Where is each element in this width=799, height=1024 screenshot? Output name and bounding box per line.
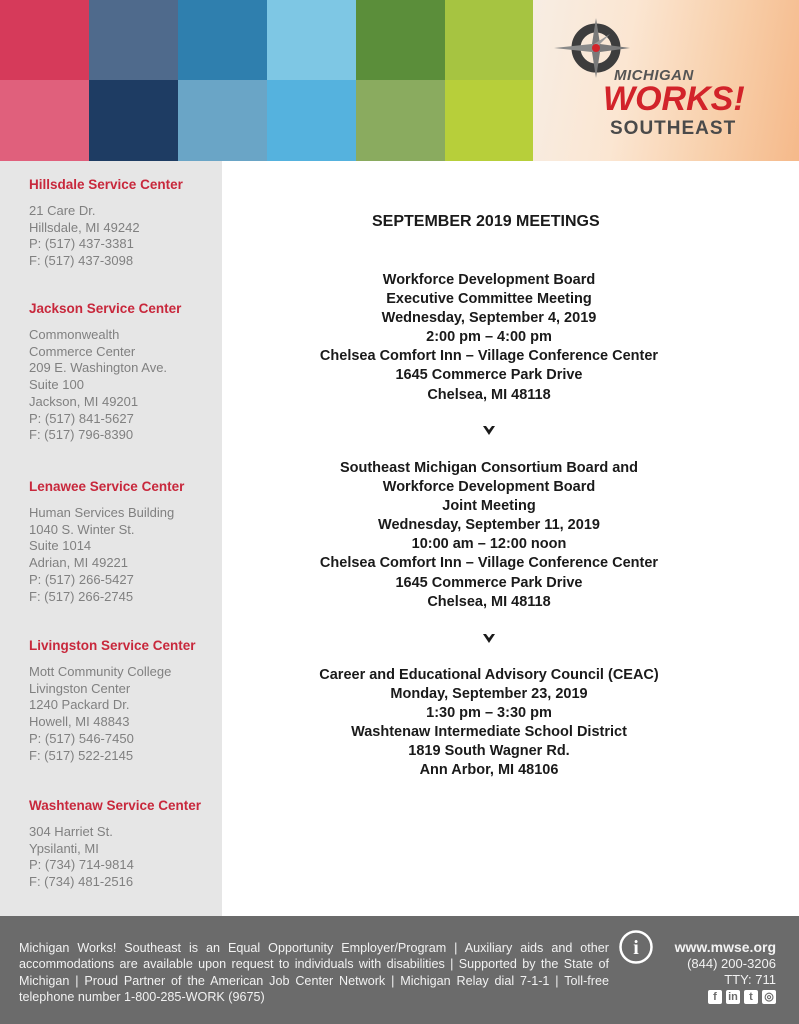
footer bbox=[0, 916, 799, 1024]
center-line: 1240 Packard Dr. bbox=[29, 697, 130, 713]
tty-number: TTY: 711 bbox=[724, 972, 776, 987]
info-icon bbox=[618, 929, 654, 965]
page-title: SEPTEMBER 2019 MEETINGS bbox=[372, 213, 600, 230]
center-line: Adrian, MI 49221 bbox=[29, 555, 129, 571]
center-line: Hillsdale, MI 49242 bbox=[29, 219, 140, 235]
service-center-livingston bbox=[29, 638, 219, 764]
social-links bbox=[675, 990, 776, 1004]
color-tile bbox=[267, 0, 356, 80]
center-line: P: (517) 841-5627 bbox=[29, 410, 134, 426]
color-tile bbox=[178, 0, 267, 80]
meeting-line: Wednesday, September 11, 2019 bbox=[378, 517, 600, 534]
svg-text:i: i bbox=[633, 937, 639, 959]
center-line: Mott Community College bbox=[29, 664, 172, 679]
meeting-line: Chelsea Comfort Inn – Village Conference Center bbox=[319, 555, 659, 572]
color-tile bbox=[445, 0, 533, 80]
meeting-line: 2:00 pm – 4:00 pm bbox=[426, 329, 552, 346]
color-tile bbox=[89, 0, 178, 80]
arrow-bullet-icon bbox=[222, 423, 756, 441]
logo-southeast: SOUTHEAST bbox=[610, 118, 737, 139]
meeting-line: 1645 Commerce Park Drive bbox=[395, 367, 583, 384]
meeting-line: Career and Educational Advisory Council (CEAC) bbox=[319, 667, 659, 683]
meeting-line: Chelsea, MI 48118 bbox=[427, 593, 551, 610]
center-line: 304 Harriet St. bbox=[29, 824, 113, 839]
meeting-line: 10:00 am – 12:00 noon bbox=[411, 536, 567, 553]
meeting-line: Washtenaw Intermediate School District bbox=[351, 724, 627, 741]
center-line: P: (734) 714-9814 bbox=[29, 857, 134, 873]
footer-disclaimer: Michigan Works! Southeast is an Equal Opportunity Employer/Program | Auxiliary aids and other accommodations are available upon request to individuals with disabilities | Supported by the State of Michigan | Proud Partner of the American Job Center Network | Michigan Relay dial 7-1-1 | Toll-free telephone number 1-800-285-WORK (9675) bbox=[19, 941, 609, 1005]
center-line: Commonwealth bbox=[29, 327, 120, 342]
center-name: Washtenaw Service Center bbox=[29, 798, 202, 813]
color-tile bbox=[178, 80, 267, 161]
meeting-line: 1819 South Wagner Rd. bbox=[408, 743, 570, 760]
phone-number: (844) 200-3206 bbox=[687, 956, 776, 971]
meeting-line: Joint Meeting bbox=[442, 498, 536, 515]
center-name: Livingston Service Center bbox=[29, 638, 196, 653]
website-link[interactable]: www.mwse.org bbox=[674, 939, 776, 955]
logo-michigan: MICHIGAN bbox=[614, 67, 694, 84]
center-name: Hillsdale Service Center bbox=[29, 177, 183, 192]
center-line: F: (734) 481-2516 bbox=[29, 874, 134, 890]
meeting-line: Chelsea Comfort Inn – Village Conference Center bbox=[319, 348, 659, 365]
center-line: P: (517) 437-3381 bbox=[29, 236, 134, 252]
center-line: Suite 100 bbox=[29, 377, 84, 393]
center-line: Suite 1014 bbox=[29, 538, 92, 554]
facebook-icon[interactable]: f bbox=[708, 990, 722, 1004]
meeting-line: Southeast Michigan Consortium Board and bbox=[339, 460, 639, 476]
sidebar bbox=[0, 161, 222, 916]
service-center-hillsdale bbox=[29, 177, 219, 270]
center-line: 21 Care Dr. bbox=[29, 203, 96, 218]
meeting-block bbox=[222, 666, 756, 781]
meeting-line: 1645 Commerce Park Drive bbox=[395, 574, 583, 591]
meeting-line: Executive Committee Meeting bbox=[386, 291, 592, 308]
center-line: F: (517) 796-8390 bbox=[29, 427, 134, 443]
footer-contact bbox=[675, 939, 776, 1004]
main-content bbox=[222, 161, 799, 916]
center-line: Commerce Center bbox=[29, 343, 136, 359]
center-line: F: (517) 437-3098 bbox=[29, 253, 134, 269]
meeting-line: Workforce Development Board bbox=[382, 479, 596, 496]
center-line: F: (517) 266-2745 bbox=[29, 588, 134, 604]
color-tile bbox=[445, 80, 533, 161]
center-line: Human Services Building bbox=[29, 505, 175, 520]
meeting-line: 1:30 pm – 3:30 pm bbox=[426, 705, 552, 722]
center-line: Livingston Center bbox=[29, 680, 131, 696]
center-line: F: (517) 522-2145 bbox=[29, 747, 134, 763]
color-tile bbox=[356, 0, 445, 80]
service-center-jackson bbox=[29, 301, 219, 444]
color-tile bbox=[267, 80, 356, 161]
color-tile bbox=[356, 80, 445, 161]
meeting-line: Monday, September 23, 2019 bbox=[390, 686, 588, 703]
center-name: Jackson Service Center bbox=[29, 301, 182, 316]
center-line: 209 E. Washington Ave. bbox=[29, 360, 168, 376]
twitter-icon[interactable]: t bbox=[744, 990, 758, 1004]
center-line: Ypsilanti, MI bbox=[29, 840, 99, 856]
center-name: Lenawee Service Center bbox=[29, 479, 185, 494]
center-line: Jackson, MI 49201 bbox=[29, 393, 139, 409]
center-line: Howell, MI 48843 bbox=[29, 714, 130, 730]
meeting-line: Ann Arbor, MI 48106 bbox=[419, 762, 559, 779]
service-center-lenawee bbox=[29, 479, 219, 605]
meeting-line: Chelsea, MI 48118 bbox=[427, 386, 551, 403]
center-line: P: (517) 546-7450 bbox=[29, 730, 134, 746]
instagram-icon[interactable]: ◎ bbox=[762, 990, 776, 1004]
meeting-line: Wednesday, September 4, 2019 bbox=[381, 310, 597, 327]
color-tile bbox=[0, 80, 89, 161]
service-center-washtenaw bbox=[29, 798, 219, 891]
linkedin-icon[interactable]: in bbox=[726, 990, 740, 1004]
logo-works: WORKS! bbox=[603, 80, 745, 118]
color-tile bbox=[89, 80, 178, 161]
meeting-block bbox=[222, 271, 756, 405]
meeting-block bbox=[222, 459, 756, 612]
arrow-bullet-icon bbox=[222, 631, 756, 649]
color-tile bbox=[0, 0, 89, 80]
center-line: 1040 S. Winter St. bbox=[29, 521, 135, 537]
center-line: P: (517) 266-5427 bbox=[29, 571, 134, 587]
meeting-line: Workforce Development Board bbox=[382, 272, 596, 288]
